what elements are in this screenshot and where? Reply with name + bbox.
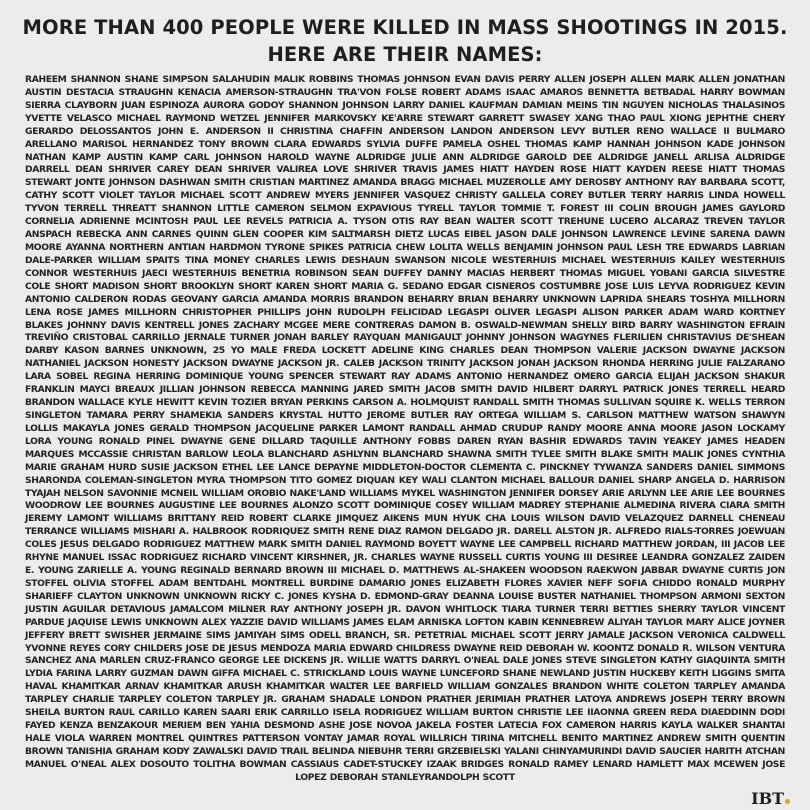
ibt-logo	[751, 789, 790, 808]
victim-names-list: RAHEEM SHANNON SHANE SIMPSON SALAHUDIN MALIK ROBBINS THOMAS JOHNSON EVAN DAVIS PERRY ALLEN JOSEPH ALLEN MARK ALLEN JONATHAN AUSTIN DESTACIA STRAUGHN KENACIA AMERSON-STRAUGHN TRA'VON FOLSE ROBERT ADAMS ISAAC AMAROS BENNETTA BETBADAL HARRY BOWMAN SIERRA CLAYBORN JUAN ESPINOZA AURORA GODOY SHANNON JOHNSON LARRY DANIEL KAUFMAN DAMIAN MEINS TIN NGUYEN NICHOLAS THALASINOS YVETTE VELASCO MICHAEL RAYMOND WETZEL JENNIFER MARKOVSKY KE'ARRE STEWART GARRETT SWASEY XANG THAO PAUL XIONG JEPHTHE CHERY GERARDO DELOSSANTOS JOHN E. ANDERSON II CHRISTINA CHAFFIN ANDERSON LANDON ANDERSON LEVY BUTLER RENO WALLACE II BULMARO ARELLANO MARISOL HERNANDEZ TONY BROWN CLARA EDWARDS SYLVIA DUFFE PAMELA OSHEL THOMAS KAMP HANNAH JOHNSON KADE JOHNSON NATHAN KAMP AUSTIN KAMP CARL JOHNSON HAROLD WAYNE ALDRIDGE JULIE ANN ALDRIDGE GAROLD DEE ALDRIDGE JANELL ARLISA ALDRIDGE DARRELL DEAN SHRIVER CAREY DEAN SHRIVER VALIREA LOVE SHRIVER TRAVIS JAMES HIATT HAYDEN ROSE HIATT KAYDEN REESE HIATT THOMAS STEWART JONTE JOHNSON DASHWAN SMITH CRISTIAN MARTINEZ AMANDA BRAGG MICHAEL MUZEROLLE AMY DEROSBY ANTHONY RAY BARBARA SCOTT, CATHY SCOTT VIOLET TAYLOR MICHAEL SCOTT ANDREW MYERS JENNIFER VASQUEZ CHRISTY GALLELA COREY BUTLER TERRY HARRIS LINDA HOWELL TYVON TERRELL THREATT SHANNON LITTLE CAMERON SELMON EXPAVIOUS TYRELL TAYLOR TOMMIE T. FOREST III COLIN BROUGH JAMES GAYLORD CORNELIA ADRIENNE MCINTOSH PAUL LEE REVELS PATRICIA A. TYSON OTIS RAY BEAN WALTER SCOTT TREHUNE LUCERO ALCARAZ TREVEN TAYLOR ANSPACH REBECKA ANN CARNES QUINN GLEN COOPER KIM SALTMARSH DIETZ LUCAS EIBEL JASON DALE JOHNSON LAWRENCE LEVINE SARENA DAWN MOORE AYANNA NORTHERN ANTIAN HARDMON TYRONE SPIKES PATRICIA CHEW LOLITA WELLS BENJAMIN JOHNSON PAUL LESH TRE EDWARDS LABRIAN DALE-PARKER WILLIAM SPAITS TINA MONEY CHARLES LEWIS DESHAUN SWANSON NICOLE WESTERHUIS MICHAEL WESTERHUIS KAILEY WESTERHUIS CONNOR WESTERHUIS JAECI WESTERHUIS BENETRIA ROBINSON SEAN DUFFEY DANNY MACIAS HERBERT THOMAS MIGUEL YOBANI GARCIA SILVESTRE COLE SHORT MADISON SHORT BROOKLYN SHORT KAREN SHORT MARIA G. SEDANO EDGAR CISNEROS COSTUMBRE JOSE LUIS LEYVA RODRIGUEZ KEVIN ANTONIO CALDERON RODAS GEOVANY GARCIA AMANDA MORRIS BRANDON BEHARRY BRIAN BEHARRY UNKNOWN LAPRIDA SHEARS TOSHYA MILLHORN LENA ROSE JAMES MILLHORN CHRISTOPHER PHILLIPS JOHN RUDOLPH FELICIDAD LEGASPI OLIVER LEGASPI ALISON PARKER ADAM WARD KORTNEY BLAKES JOHNNY DAVIS KENTRELL JONES ZACHARY MCGEE MERE CONTRERAS DAMON B. OSWALD-NEWMAN SHELLY BIRD BARRY WASHINGTON EFRAIN TREVIÑO CRISTOBAL CARRILLO JERNALE TURNER JONAH BARLEY RAYQUAN MANIGAULT JOHNNY JOHNSON WAGYNES FLERILIEN CHRISTAVIUS DE'SHEAN DARBY KASON BARNES UNKNOWN, 25 YO MALE FREDA LOCKETT ADELINE KING CHARLES DEAN THOMPSON VALERIE JACKSON DWAYNE JACKSON NATHANIEL JACKSON HONESTY JACKSON DWAYNE JACKSON JR. CALEB JACKSON TRINITY JACKSON JONAH JACKSON RHONDA HERRING JULIE FALZARANO LARA SOBEL REGINA HERRING DOMINIQUE YOUNG SPENCER STEWART RAY ADAMS ANTONIO HERNANDEZ OMERO GARCIA ELIJAH JACKSON SHAKUR FRANKLIN MAYCI BREAUX JILLIAN JOHNSON REBECCA MANNING JARED SMITH JACOB SMITH DAVID HILBERT DARRYL PATRICK JONES TERRELL HEARD BRANDON WALLACE KYLE HEWITT KEVIN TOZIER BRYAN PERKINS CARSON A. HOLMQUIST RANDALL SMITH THOMAS SULLIVAN SQUIRE K. WELLS TERRON SINGLETON TAMARA PERRY SHAMEKIA SANDERS KRYSTAL HUTTO JEROME BUTLER RAY ORTEGA WILLIAM S. CARLSON MATTHEW WATSON SHAWYN LOLLIS MAKAYLA JONES GERALD THOMPSON JACQUELINE PARKER LAMONT RANDALL AHMAD CRUDUP RANDY MOORE ANNA MOORE JASON LOCKAMY LORA YOUNG RONALD PINEL DWAYNE GENE DILLARD TAQUILLE ANTHONY FOBBS DAREN RYAN BASHIR EDWARDS TAVIN YEAKEY JAMES HEADEN MARQUES MCCASSIE CHRISTAN BARLOW LEOLA BLANCHARD ASHLYNN BLANCHARD SHAWNA SMITH TYLEE SMITH BLAKE SMITH MALIK JONES CYNTHIA MARIE GRAHAM HURD SUSIE JACKSON ETHEL LEE LANCE DEPAYNE MIDDLETON-DOCTOR CLEMENTA C. PINCKNEY TYWANZA SANDERS DANIEL SIMMONS SHARONDA COLEMAN-SINGLETON MYRA THOMPSON TITO GOMEZ DIQUAN KEY WALI CLANTON MICHAEL BALLOUR DANIEL SHARP ANGELA D. HARRISON TYAJAH NELSON SAVONNIE MCNEIL WILLIAM OROBIO NAKE'LAND WILLIAMS MYKEL WASHINGTON JENNIFER DORSEY ARIE ARLYNN LEE ARIE LEE BOURNES WOODROW LEE BOURNES AUGUSTINE LEE BOURNES ALONZO SCOTT DOMINIQUE COSEY WILLIAM MADREY STEPHANIE ALMEDINA RIVERA CIARA SMITH JEREMY LAMONT WILLIAMS BRITTANY REID ROBERT CLARKE JIMQUEZ AIKENS MUN HYUK CHA LOUIS WILSON DAVID VELAZQUEZ DARNELL CHENEAU TERRANCE WILLIAMS MISHARI A. HALBROOK RODRIQUEZ SMITH RENE DIAZ RAMON DELGADO JR. DARELL ALSTON JR. ALFREDO RIALS-TORRES JOEWUAN COLES JESUS DELGADO RODRIGUEZ MATTHEW MARK SMITH DANIEL RAYMOND BOYETT WAYNE LEE CAMPBELL RICHARD MATTHEW JORDAN, III JACOB LEE RHYNE MANUEL ISSAC RODRIGUEZ RICHARD VINCENT KIRSHNER, JR. CHARLES WAYNE RUSSELL CURTIS YOUNG III DESIREE LEANDRA GONZALEZ ZAIDEN E. YOUNG ZARIELLE A. YOUNG REGINALD BERNARD BROWN III MICHAEL D. MATTHEWS AL-SHAKEEN WOODSON RAEKWON JABBAR DWAYNE CURTIS JON STOFFEL OLIVIA STOFFEL ADAM BENTDAHL MONTRELL BURDINE DAMARIO JONES ELIZABETH FLORES XAVIER NEFF SOFIA CHIDDO RONALD MURPHY SHARIEFF CLAYTON UNKNOWN UNKNOWN RICKY C. JONES KYSHA D. EDMOND-GRAY DEANNA LOUISE BUSTER NATHANIEL THOMPSON ARMONI SEXTON JUSTIN AGUILAR DETAVIOUS JAMALCOM MILNER RAY ANTHONY JOSEPH JR. DAVON WHITLOCK TIARA TURNER TERRI BETTIES SHERRY TAYLOR VINCENT PARDUE JAQUISE LEWIS UNKNOWN ALEX YAZZIE DAVID WILLIAMS JAMES ELAM ARNISKA LOFTON KABIN KENNEBREW ALIYAH TAYLOR MARY ALICE JOYNER JEFFERY BRETT SWISHER JERMAINE SIMS JAMIYAH SIMS ODELL BRANCH, SR. PETETRIAL MICHAEL SCOTT JERRY JAMALE JACKSON VERONICA CALDWELL YVONNE REYES CORY CHILDERS JOSE DE JESUS MENDOZA MARIA EDWARD CHILDRESS DWAYNE REID DEBORAH W. KOONTZ DONALD R. WILSON VENTURA SANCHEZ ANA MARLEN CRUZ-FRANCO GEORGE LEE DICKENS JR. WILLIE WATTS DARRYL O'NEAL DALE JONES STEVE SINGLETON KATHY GIAQUINTA SMITH LYDIA FARINA LARRY GUZMAN DAWN GIFFA MICHAEL C. STRICKLAND LOUIS WAYNE LUNCEFORD SHANE NEWLAND JUSTIN HUCKEBY KEITH LIGGINS SMITA HAVAL KHAMITKAR ARNAV KHAMITKAR ARUSH KHAMITKAR WALTER LEE BARFIELD WILLIAM GONZALES BRANDON WHITE COLETON TARPLEY AMANDA TARPLEY CHARLIE TARPLEY COLETON TARPLEY JR. GRAHAM SHADALE LONDON PRATHER JERIMIAH PRATHER LATOYA ANDREWS JOSEPH TERRY BROWN SHEILA BURTON RAUL CARILLO KAREN SAARI ERIK CARRILLO ISELA RODRIGUEZ WILLIAM BURTON CHRISTIE LEE IIAONNA GREEN REDA DIAEDDINN DODI FAYED KENZA BENZAKOUR MERIEM BEN YAHIA DESMOND ASHE JOSE NOVOA JAKELA FOSTER LATECIA FOX CAMERON HARRIS KAYLA WALKER SHANTAI HALE VIOLA WARREN MONTREL QUINTRES PATTERSON VONTAY JAMAR ROYAL WILLRICH TIRINA MITCHELL BENITO MARTINEZ ANDREW SMITH QUENTIN BROWN TANISHIA GRAHAM KODY ZAWALSKI DAVID TRAIL BELINDA NIEBUHR TERRI GRZEBIELSKI YALANI CHINYAMURINDI DAVID SAUCIER HARITH ATCHAN MANUEL O'NEAL ALEX DOSOUTO TOLITHA BOWMAN CASSIAUS CADET-STUCKEY IZAAK BRIDGES RONALD RAMEY LENARD HAMLETT MAX MCEWEN JOSE LOPEZ DEBORAH STANLEYRANDOLPH SCOTT	[25, 74, 785, 783]
ibt-logo-text: IBT	[751, 789, 784, 808]
headline-line-1: MORE THAN 400 PEOPLE WERE KILLED IN MASS SHOOTINGS IN 2015.	[22, 16, 788, 39]
logo-dot-icon	[785, 799, 790, 804]
headline-line-2: HERE ARE THEIR NAMES:	[267, 43, 543, 66]
headline	[0, 14, 810, 68]
